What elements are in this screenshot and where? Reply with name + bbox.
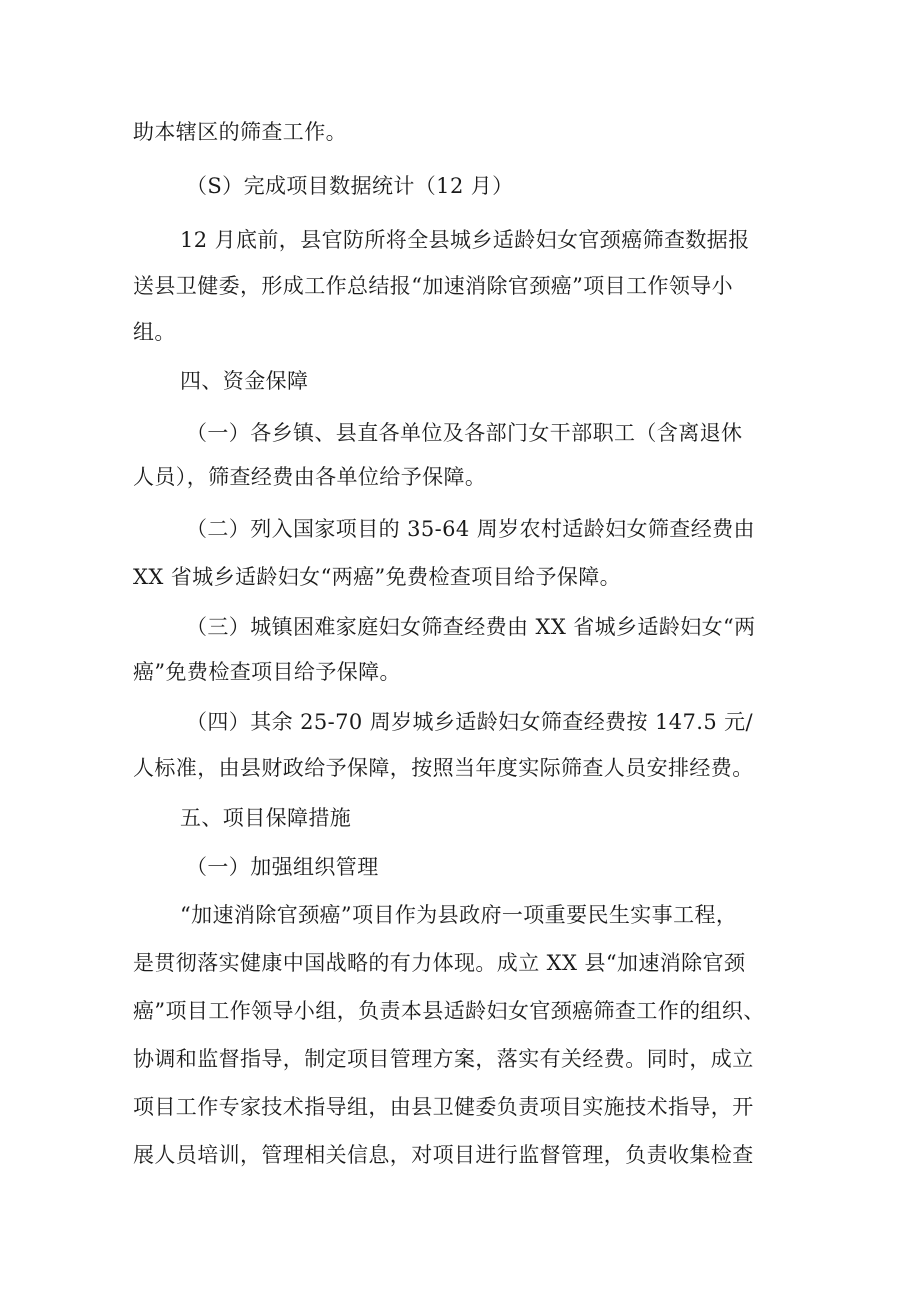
section-heading: 五、项目保障措施 <box>180 806 352 830</box>
text-line: 人标准，由县财政给予保障，按照当年度实际筛查人员安排经费。 <box>133 756 754 780</box>
text-line: 展人员培训，管理相关信息，对项目进行监督管理，负责收集检查 <box>133 1143 754 1167</box>
section-heading: （一）加强组织管理 <box>186 855 379 879</box>
text-line: 送县卫健委，形成工作总结报“加速消除官颈癌”项目工作领导小 <box>133 274 734 298</box>
text-line: 组。 <box>133 320 176 344</box>
text-line: 助本辖区的筛查工作。 <box>133 120 347 144</box>
text-line: （一）各乡镇、县直各单位及各部门女干部职工（含离退休 <box>186 421 743 445</box>
section-heading: 四、资金保障 <box>180 369 309 393</box>
text-line: （三）城镇困难家庭妇女筛查经费由 XX 省城乡适龄妇女“两 <box>186 615 756 639</box>
text-line: 是贯彻落实健康中国战略的有力体现。成立 XX 县“加速消除官颈 <box>133 951 746 975</box>
text-line: XX 省城乡适龄妇女“两癌”免费检查项目给予保障。 <box>133 565 622 589</box>
text-line: 协调和监督指导，制定项目管理方案，落实有关经费。同时，成立 <box>133 1047 754 1071</box>
text-line: 癌”项目工作领导小组，负责本县适龄妇女官颈癌筛查工作的组织、 <box>133 999 765 1023</box>
text-line: （二）列入国家项目的 35-64 周岁农村适龄妇女筛查经费由 <box>186 517 755 541</box>
text-line: 12 月底前，县官防所将全县城乡适龄妇女官颈癌筛查数据报 <box>180 228 750 252</box>
text-line: “加速消除官颈癌”项目作为县政府一项重要民生实事工程， <box>180 903 738 927</box>
text-line: 项目工作专家技术指导组，由县卫健委负责项目实施技术指导，开 <box>133 1095 754 1119</box>
text-line: 人员），筛查经费由各单位给予保障。 <box>133 465 487 489</box>
text-line: 癌”免费检查项目给予保障。 <box>133 660 401 684</box>
text-line: （四）其余 25-70 周岁城乡适龄妇女筛查经费按 147.5 元/ <box>186 710 754 734</box>
section-heading: （S）完成项目数据统计（12 月） <box>186 174 514 198</box>
